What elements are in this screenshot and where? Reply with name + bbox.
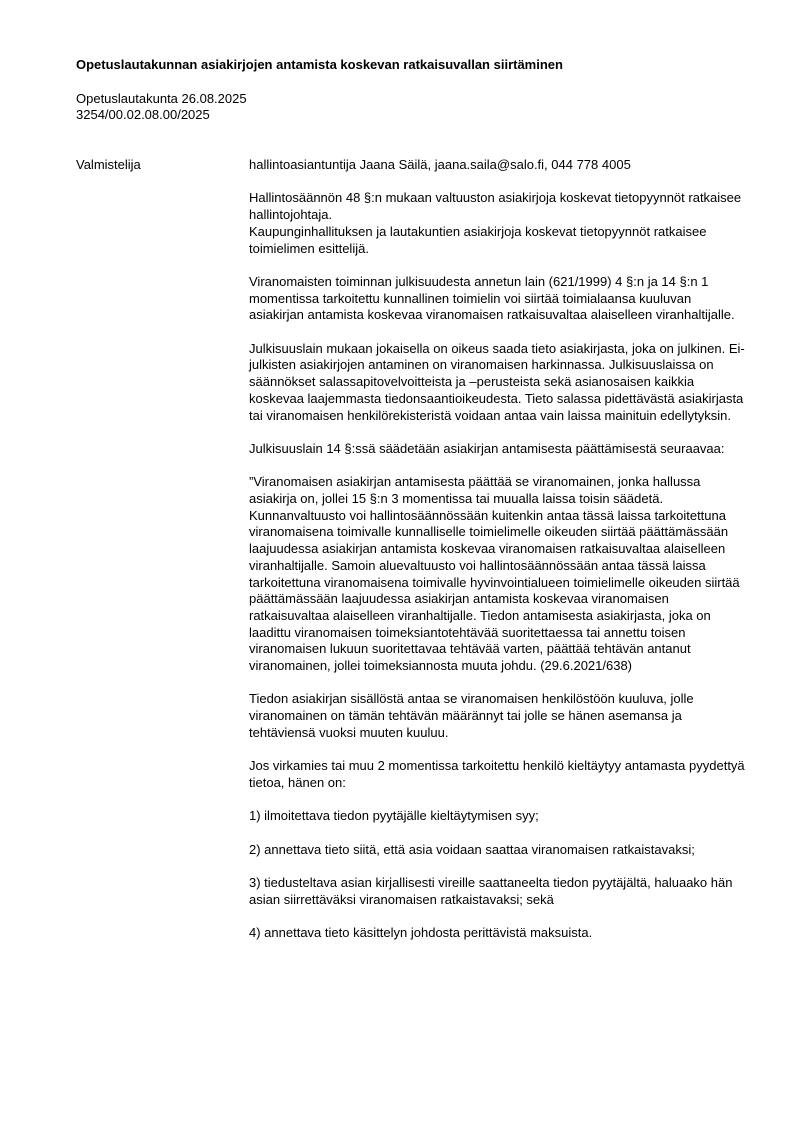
- paragraph: Julkisuuslain mukaan jokaisella on oikeus saada tieto asiakirjasta, joka on julkinen. Ei-julkisten asiakirjojen antaminen on viranomaisen harkinnassa. Julkisuuslaissa on säännökset salassapitovelvoitteista ja –perusteista sekä asianosaisen kaikkia koskevaa laajemmasta tiedonsaantioikeudesta. Tieto salassa pidettävästä asiakirjasta tai viranomaisen henkilörekisteristä voidaan antaa vain laissa mainituin edellytyksin.: [249, 340, 745, 423]
- list-item: 3) tiedusteltava asian kirjallisesti vireille saattaneelta tiedon pyytäjältä, haluaako hän asian siirrettäväksi viranomaisen ratkaistavaksi; sekä: [249, 875, 733, 907]
- record-number: 3254/00.02.08.00/2025: [76, 107, 210, 122]
- preparer-contact: hallintoasiantuntija Jaana Säilä, jaana.saila@salo.fi, 044 778 4005: [249, 157, 631, 172]
- preparer-label: Valmistelija: [76, 157, 141, 172]
- document-body: [249, 157, 749, 959]
- quoted-law-text: ”Viranomaisen asiakirjan antamisesta päättää se viranomainen, jonka hallussa asiakirja on, jollei 15 §:n 3 momentissa tai muualla laissa toisin säädetä. Kunnanvaltuusto voi hallintosäännössään kuitenkin antaa tässä laissa tarkoitettuna viranomaisena toimivalle kunnalliselle toimielimelle oikeuden siirtää päättämässään laajuudessa asiakirjan antamista koskevaa viranomaisen ratkaisuvaltaa alaiselleen viranhaltijalle. Samoin aluevaltuusto voi hallintosäännössään antaa tässä laissa tarkoitettuna viranomaisena toimivalle hyvinvointialueen toimielimelle oikeuden siirtää päättämässään laajuudessa asiakirjan antamista koskevaa viranomaisen ratkaisuvaltaa alaiselleen viranhaltijalle. Tiedon antamisesta asiakirjasta, joka on laadittu viranomaisen toimeksiantotehtävää suoritettaessa tai annettu toisen viranomaisen lukuun suoritettavaa tehtävää varten, päättää tehtävän antanut viranomainen, jollei toimeksiannosta muuta johdu. (29.6.2021/638): [249, 474, 740, 674]
- paragraph: Kaupunginhallituksen ja lautakuntien asiakirjoja koskevat tietopyynnöt ratkaisee toimielimen esittelijä.: [249, 223, 707, 256]
- paragraph: Hallintosäännön 48 §:n mukaan valtuuston asiakirjoja koskevat tietopyynnöt ratkaisee hallintojohtaja.: [249, 190, 742, 223]
- meeting-date: Opetuslautakunta 26.08.2025: [76, 91, 247, 106]
- paragraph: Julkisuuslain 14 §:ssä säädetään asiakirjan antamisesta päättämisestä seuraavaa:: [249, 440, 725, 456]
- paragraph: Tiedon asiakirjan sisällöstä antaa se viranomaisen henkilöstöön kuuluva, jolle viranomainen on tämän tehtävän määrännyt tai jolle se hänen asemansa ja tehtäviensä vuoksi muuten kuuluu.: [249, 691, 694, 740]
- document-title: Opetuslautakunnan asiakirjojen antamista koskevan ratkaisuvallan siirtäminen: [76, 57, 563, 72]
- paragraph: Viranomaisten toiminnan julkisuudesta annetun lain (621/1999) 4 §:n ja 14 §:n 1 momentissa tarkoitettu kunnallinen toimielin voi siirtää toimialaansa kuuluvan asiakirjan antamista koskevaa viranomaisen ratkaisuvaltaa alaiselleen viranhaltijalle.: [249, 273, 735, 323]
- list-item: 2) annettava tieto siitä, että asia voidaan saattaa viranomaisen ratkaistavaksi;: [249, 841, 695, 857]
- list-item: 4) annettava tieto käsittelyn johdosta perittävistä maksuista.: [249, 925, 593, 941]
- paragraph: Jos virkamies tai muu 2 momentissa tarkoitettu henkilö kieltäytyy antamasta pyydettyä tietoa, hänen on:: [249, 758, 745, 790]
- meeting-info: [76, 91, 476, 123]
- list-item: 1) ilmoitettava tiedon pyytäjälle kieltäytymisen syy;: [249, 808, 539, 824]
